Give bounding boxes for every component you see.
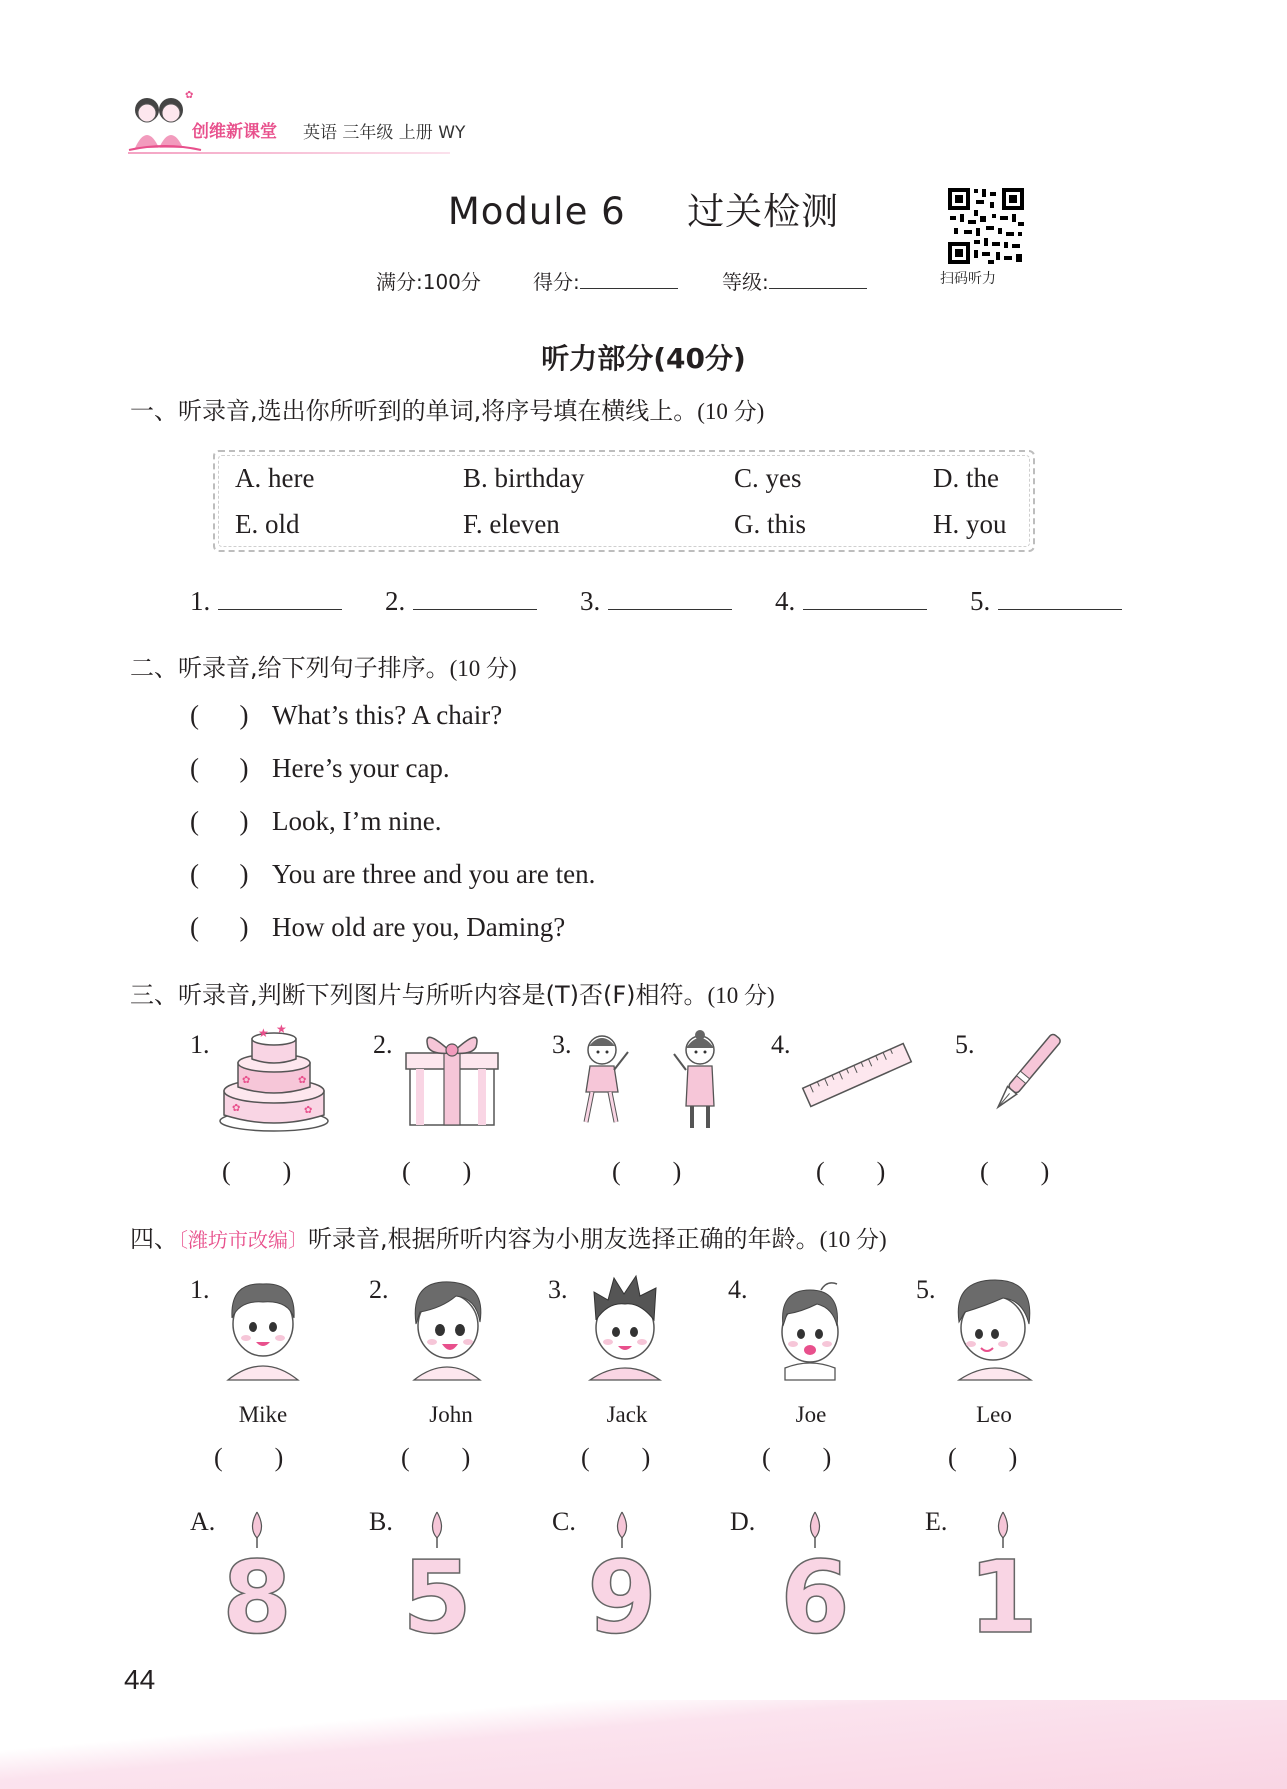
option-letter: A. [190,1507,216,1536]
svg-text:★: ★ [276,1022,287,1036]
answer-blank-5[interactable] [970,586,1122,617]
svg-text:✿: ✿ [298,1075,307,1086]
child-name: Leo [976,1402,1012,1427]
q1-label: 一、听录音,选出你所听到的单词,将序号填在横线上。 [130,397,698,425]
answer-parenthesis[interactable]: ( ) [214,1443,284,1472]
sentence-item[interactable]: ( ) You are three and you are ten. [190,859,596,889]
answer-parenthesis[interactable]: ( ) [401,1443,471,1472]
answer-number: 1. [190,586,211,616]
svg-text:✿: ✿ [304,1105,313,1116]
number-candle-icon [402,1510,472,1656]
score-field[interactable] [533,266,678,295]
word-option: A. here [235,463,315,493]
svg-text:✿: ✿ [185,90,194,101]
sentence-text: How old are you, Daming? [272,912,566,942]
answer-blank-3[interactable] [580,586,732,617]
gift-box-icon [402,1025,502,1134]
sentence-item[interactable]: ( ) How old are you, Daming? [190,912,566,942]
answer-parenthesis[interactable]: ( ) [762,1443,832,1472]
boy-avatar-icon [580,1272,670,1386]
sentence-text: What’s this? A chair? [272,700,503,730]
q3-points: (10 分) [707,983,775,1008]
answer-parenthesis[interactable]: ( ) [402,1157,472,1186]
answer-parenthesis[interactable]: ( ) [581,1443,651,1472]
q2-label: 二、听录音,给下列句子排序。 [130,654,450,682]
child-number: 3. [548,1275,568,1304]
picture-number: 2. [373,1030,393,1059]
boy-avatar-icon [402,1272,492,1386]
option-letter: B. [369,1507,393,1536]
answer-number: 3. [580,586,601,616]
answer-parenthesis[interactable]: ( ) [948,1443,1018,1472]
q3-heading [130,975,775,1010]
answer-blank-4[interactable] [775,586,927,617]
word-option: C. yes [734,463,802,493]
child-name: Mike [238,1402,288,1427]
answer-number: 5. [970,586,991,616]
answer-number: 2. [385,586,406,616]
q4-label: 听录音,根据所听内容为小朋友选择正确的年龄。 [308,1225,820,1253]
listening-section-heading: 听力部分(40分) [541,342,746,375]
number-candle-icon [587,1510,657,1656]
svg-text:✿: ✿ [242,1075,251,1086]
q4-points: (10 分) [819,1227,887,1252]
kids-icon [578,1030,728,1139]
qr-code-icon[interactable] [946,186,1026,266]
page-number: 44 [124,1664,156,1695]
sentence-item[interactable]: ( ) Here’s your cap. [190,753,450,783]
sentence-item[interactable]: ( ) What’s this? A chair? [190,700,503,730]
boy-avatar-icon [945,1272,1045,1386]
sentence-item[interactable]: ( ) Look, I’m nine. [190,806,442,836]
sentence-text: Here’s your cap. [272,753,450,783]
module-title: Module 6 [447,190,626,233]
option-letter: C. [552,1507,576,1536]
answer-parenthesis[interactable]: ( ) [816,1157,886,1186]
cake-icon [218,1022,330,1139]
word-option: G. this [734,509,807,539]
word-option: B. birthday [463,463,585,493]
sentence-text: You are three and you are ten. [272,859,596,889]
footer-band [0,1700,1287,1789]
candle-digit: 9 [587,1539,657,1656]
grade-field[interactable] [722,266,867,295]
child-number: 1. [190,1275,210,1304]
svg-text:★: ★ [258,1026,269,1040]
word-option: E. old [235,509,300,539]
child-name: Jack [606,1402,648,1427]
source-tag: 〔潍坊市改编〕 [178,1230,308,1252]
brand-name: 创维新课堂 [192,122,277,142]
answer-blank-2[interactable] [385,586,537,617]
number-candle-icon [780,1510,850,1656]
word-option: F. eleven [463,509,560,539]
option-letter: D. [730,1507,756,1536]
answer-parenthesis[interactable]: ( ) [612,1157,682,1186]
grade-label: 等级: [722,270,769,294]
child-number: 4. [728,1275,748,1304]
candle-digit: 1 [968,1539,1038,1656]
child-number: 5. [916,1275,936,1304]
number-candle-icon [222,1510,292,1656]
module-subtitle: 过关检测 [687,190,840,233]
qr-caption: 扫码听力 [940,271,996,287]
ruler-icon [800,1035,915,1119]
picture-number: 3. [552,1030,572,1059]
q1-points: (10 分) [697,399,765,424]
book-info: 英语 三年级 上册 WY [303,123,466,143]
candle-digit: 5 [402,1539,472,1656]
answer-parenthesis[interactable]: ( ) [980,1157,1050,1186]
q3-label: 三、听录音,判断下列图片与所听内容是(T)否(F)相符。 [130,981,708,1009]
score-label: 得分: [533,270,580,294]
page-title [0,181,1287,235]
answer-parenthesis[interactable]: ( ) [222,1157,292,1186]
boy-avatar-icon [218,1272,308,1386]
child-name: John [429,1402,473,1427]
full-score: 满分:100分 [376,270,481,294]
q2-heading [130,648,517,683]
word-option: D. the [933,463,999,493]
picture-number: 1. [190,1030,210,1059]
number-candle-icon [968,1510,1038,1656]
sentence-text: Look, I’m nine. [272,806,442,836]
svg-text:✿: ✿ [232,1103,241,1114]
q2-points: (10 分) [449,656,517,681]
header-divider [128,152,450,154]
candle-digit: 8 [222,1539,292,1656]
q1-heading [130,391,764,426]
child-number: 2. [369,1275,389,1304]
pen-icon [985,1025,1065,1129]
answer-blank-1[interactable] [190,586,342,617]
candle-digit: 6 [780,1539,850,1656]
answer-number: 4. [775,586,796,616]
option-letter: E. [925,1507,948,1536]
child-name: Joe [795,1402,827,1427]
boy-avatar-icon [765,1272,855,1386]
q4-heading [130,1219,887,1254]
word-option: H. you [933,509,1007,539]
q4-prefix: 四、 [130,1225,178,1253]
picture-number: 4. [771,1030,791,1059]
picture-number: 5. [955,1030,975,1059]
word-bank [213,450,1035,552]
